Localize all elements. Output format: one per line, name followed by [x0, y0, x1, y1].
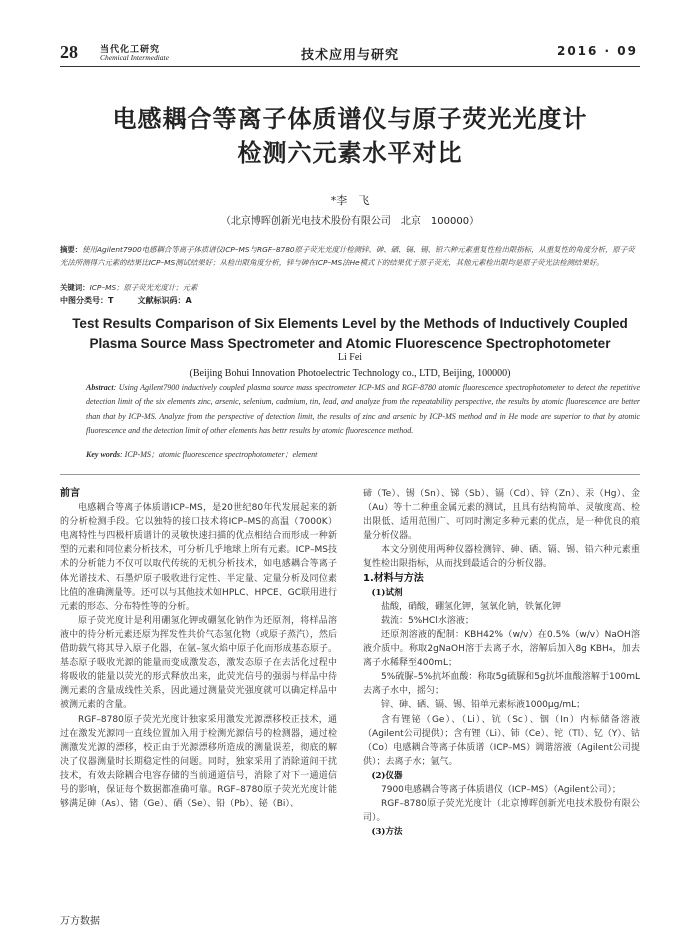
affiliation-en: (Beijing Bohui Innovation Photoelectric Technology co., LTD, Beijing, 100000)	[189, 368, 511, 379]
title-en-line2: Plasma Source Mass Spectrometer and Atomic Fluorescence Spectrophotometer	[89, 336, 611, 351]
keywords-cn-text: ICP–MS；原子荧光光度计；元素	[89, 283, 198, 292]
abstract-cn-label: 摘要：	[60, 245, 83, 254]
paragraph: RGF–8780原子荧光光度计独家采用激发光源漂移校正技术，通过在激发光源同一直线位置加入用于检测光源信号的检测器，通过检测激发光源的漂移，校正由于光源漂移所造成的测量误差，彻底的解决了仪器测量时长期稳定性的问题。同时，独家采用了消除道间干扰技术，有效去除耦合电容存储的当前通道信号，消除了对下一通道信号的影响，保证每个数据都准确可靠。RGF–8780原子荧光光度计能够满足砷（As）、锗（Ge）、硒（Se）、铅（Pb）、铋（Bi）、	[60, 714, 337, 810]
paragraph: 还原剂溶液的配制：KBH42%（w/v）在0.5%（w/v）NaOH溶液介质中。称取2gNaOH溶于去离子水，溶解后加入8g KBH₄，加去离子水稀释至400mL；	[363, 629, 640, 669]
subsection-heading: (1)试剂	[371, 587, 403, 598]
footer-watermark: 万方数据	[60, 916, 100, 927]
paragraph: 7900电感耦合等离子体质谱仪（ICP–MS）（Agilent公司）；	[381, 784, 621, 795]
keywords-cn	[60, 282, 640, 293]
paragraph: 5%硫脲–5%抗坏血酸：称取5g硫脲和5g抗坏血酸溶解于100mL去离子水中，摇匀；	[363, 672, 640, 697]
journal-name-en: Chemical Intermediate	[100, 53, 169, 62]
abstract-en-label: Abstract	[86, 383, 114, 392]
title-cn-line2: 检测六元素水平对比	[237, 139, 463, 167]
body-column-right	[363, 487, 640, 839]
paragraph: RGF–8780原子荧光光度计（北京博晖创新光电技术股份有限公司）。	[363, 799, 640, 824]
paragraph: 盐酸，硝酸，硼氢化钾，氢氧化钠，铁氰化钾	[381, 601, 562, 612]
section-heading: 1.材料与方法	[363, 572, 424, 584]
abstract-cn-text: 使用Agilent7900电感耦合等离子体质谱仪ICP–MS与RGF–8780原子荧光光度计检测锌、砷、硒、镉、锡、铅六种元素重复性检出限指标，从重复性的角度分析，原子荧光法所测得六元素的结果比ICP–MS测试结果好；从检出限角度分析，锌与砷在ICP–MS法He模式下的结果优于原子荧光，其他元素检出限均是原子荧光法检测结果好。	[60, 245, 635, 267]
keywords-cn-label: 关键词：	[60, 283, 90, 292]
keywords-en-label: Key words	[86, 450, 120, 459]
section-title: 技术应用与研究	[300, 48, 399, 63]
journal-name-cn: 当代化工研究	[100, 45, 161, 55]
abstract-en-text: : Using Agilent7900 inductively coupled plasma source mass spectrometer ICP-MS and RGF-8780 atomic fluorescence spectrophotometer to detect the repetitive detection limit of the six elements zinc, arsenic, selenium, cadmium, tin, lead, and analyze from the repeatability perspective, the results by atomic fluorescence are better than that by ICP-MS. Analyze from the perspective of detection limit, the results of zinc and arsenic by ICP-MS method and in He mode are superior to that by atomic fluorescence and the detection limit of other elements has bettr results by atomic fluorescence method.	[86, 383, 640, 435]
keywords-en-text: : ICP-MS；atomic fluorescence spectrophotometer；element	[120, 450, 318, 459]
page-number: 28	[60, 42, 78, 62]
title-cn	[60, 102, 640, 170]
author-cn: *李 飞	[330, 194, 370, 207]
paragraph: 含有锂铋（Ge）、（Li）、钪（Sc）、铟（In）内标储备溶液（Agilent公司提供）；含有锂（Li）、铈（Ce）、铊（Tl）、钇（Y）、钴（Co）电感耦合等离子体质谱（ICP–MS）调谐溶液（Agilent公司提供）；去离子水；氩气。	[363, 714, 640, 767]
affiliation-cn: （北京博晖创新光电技术股份有限公司 北京 100000）	[220, 216, 480, 227]
paragraph: 电感耦合等离子体质谱ICP–MS，是20世纪80年代发展起来的新的分析检测手段。它以独特的接口技术将ICP–MS的高温（7000K）电离特性与四极杆质谱计的灵敏快速扫描的优点相结合而形成一种新型的元素和同位素分析技术，可分析几乎地球上所有元素。ICP–MS技术的分析能力不仅可以取代传统的无机分析技术，如电感耦合等离子体光谱技术、石墨炉原子吸收进行定性、半定量、定量分析及同位素比值的准确测量等。还可以与其他技术如HPLC、HPCE、GC联用进行元素的形态、分布特性等的分析。	[60, 503, 337, 612]
title-en	[60, 314, 640, 354]
issue-label: 2016 · 09	[556, 44, 638, 58]
paragraph: 锌、砷、硒、镉、锡、铅单元素标液1000μg/mL；	[381, 700, 586, 711]
title-en-line1: Test Results Comparison of Six Elements Level by the Methods of Inductively Coupled	[72, 316, 628, 331]
author-en: Li Fei	[337, 352, 363, 363]
subsection-heading: (2)仪器	[371, 770, 403, 781]
paragraph: 碲（Te）、锡（Sn）、锑（Sb）、镉（Cd）、锌（Zn）、汞（Hg）、金（Au）等十二种重金属元素的测试，且具有结构简单、灵敏度高、检出限低、适用范围广、可同时测定多种元素的优点，是一种优良的痕量分析仪器。	[363, 489, 640, 542]
header-rule	[60, 66, 640, 67]
keywords-en	[86, 449, 640, 460]
title-cn-line1: 电感耦合等离子体质谱仪与原子荧光光度计	[112, 105, 588, 133]
classification-cn: 中图分类号：T 文献标识码：A	[60, 296, 192, 305]
subsection-heading: (3)方法	[371, 827, 403, 838]
section-heading: 前言	[60, 488, 80, 499]
body-divider	[60, 474, 640, 475]
paragraph: 载流：5%HCl水溶液；	[381, 615, 474, 626]
abstract-en	[86, 381, 640, 438]
paragraph: 原子荧光度计是利用硼氢化钾或硼氢化钠作为还原剂，将样品溶液中的待分析元素还原为挥发性共价气态氢化物（或原子蒸汽），然后借助载气将其导入原子化器，在氩–氢火焰中原子化而形成基态原子。基态原子吸收光源的能量而变成激发态，激发态原子在去活化过程中将吸收的能量以荧光的形式释放出来，此荧光信号的强弱与样品中待测元素的含量成线性关系，因此通过测量荧光强度就可以确定样品中被测元素的含量。	[60, 615, 337, 711]
paragraph: 本文分别使用两种仪器检测锌、砷、硒、镉、锡、铅六种元素重复性检出限指标，从而找到最适合的分析仪器。	[363, 545, 640, 570]
abstract-cn	[60, 243, 640, 269]
body-column-left	[60, 487, 337, 811]
